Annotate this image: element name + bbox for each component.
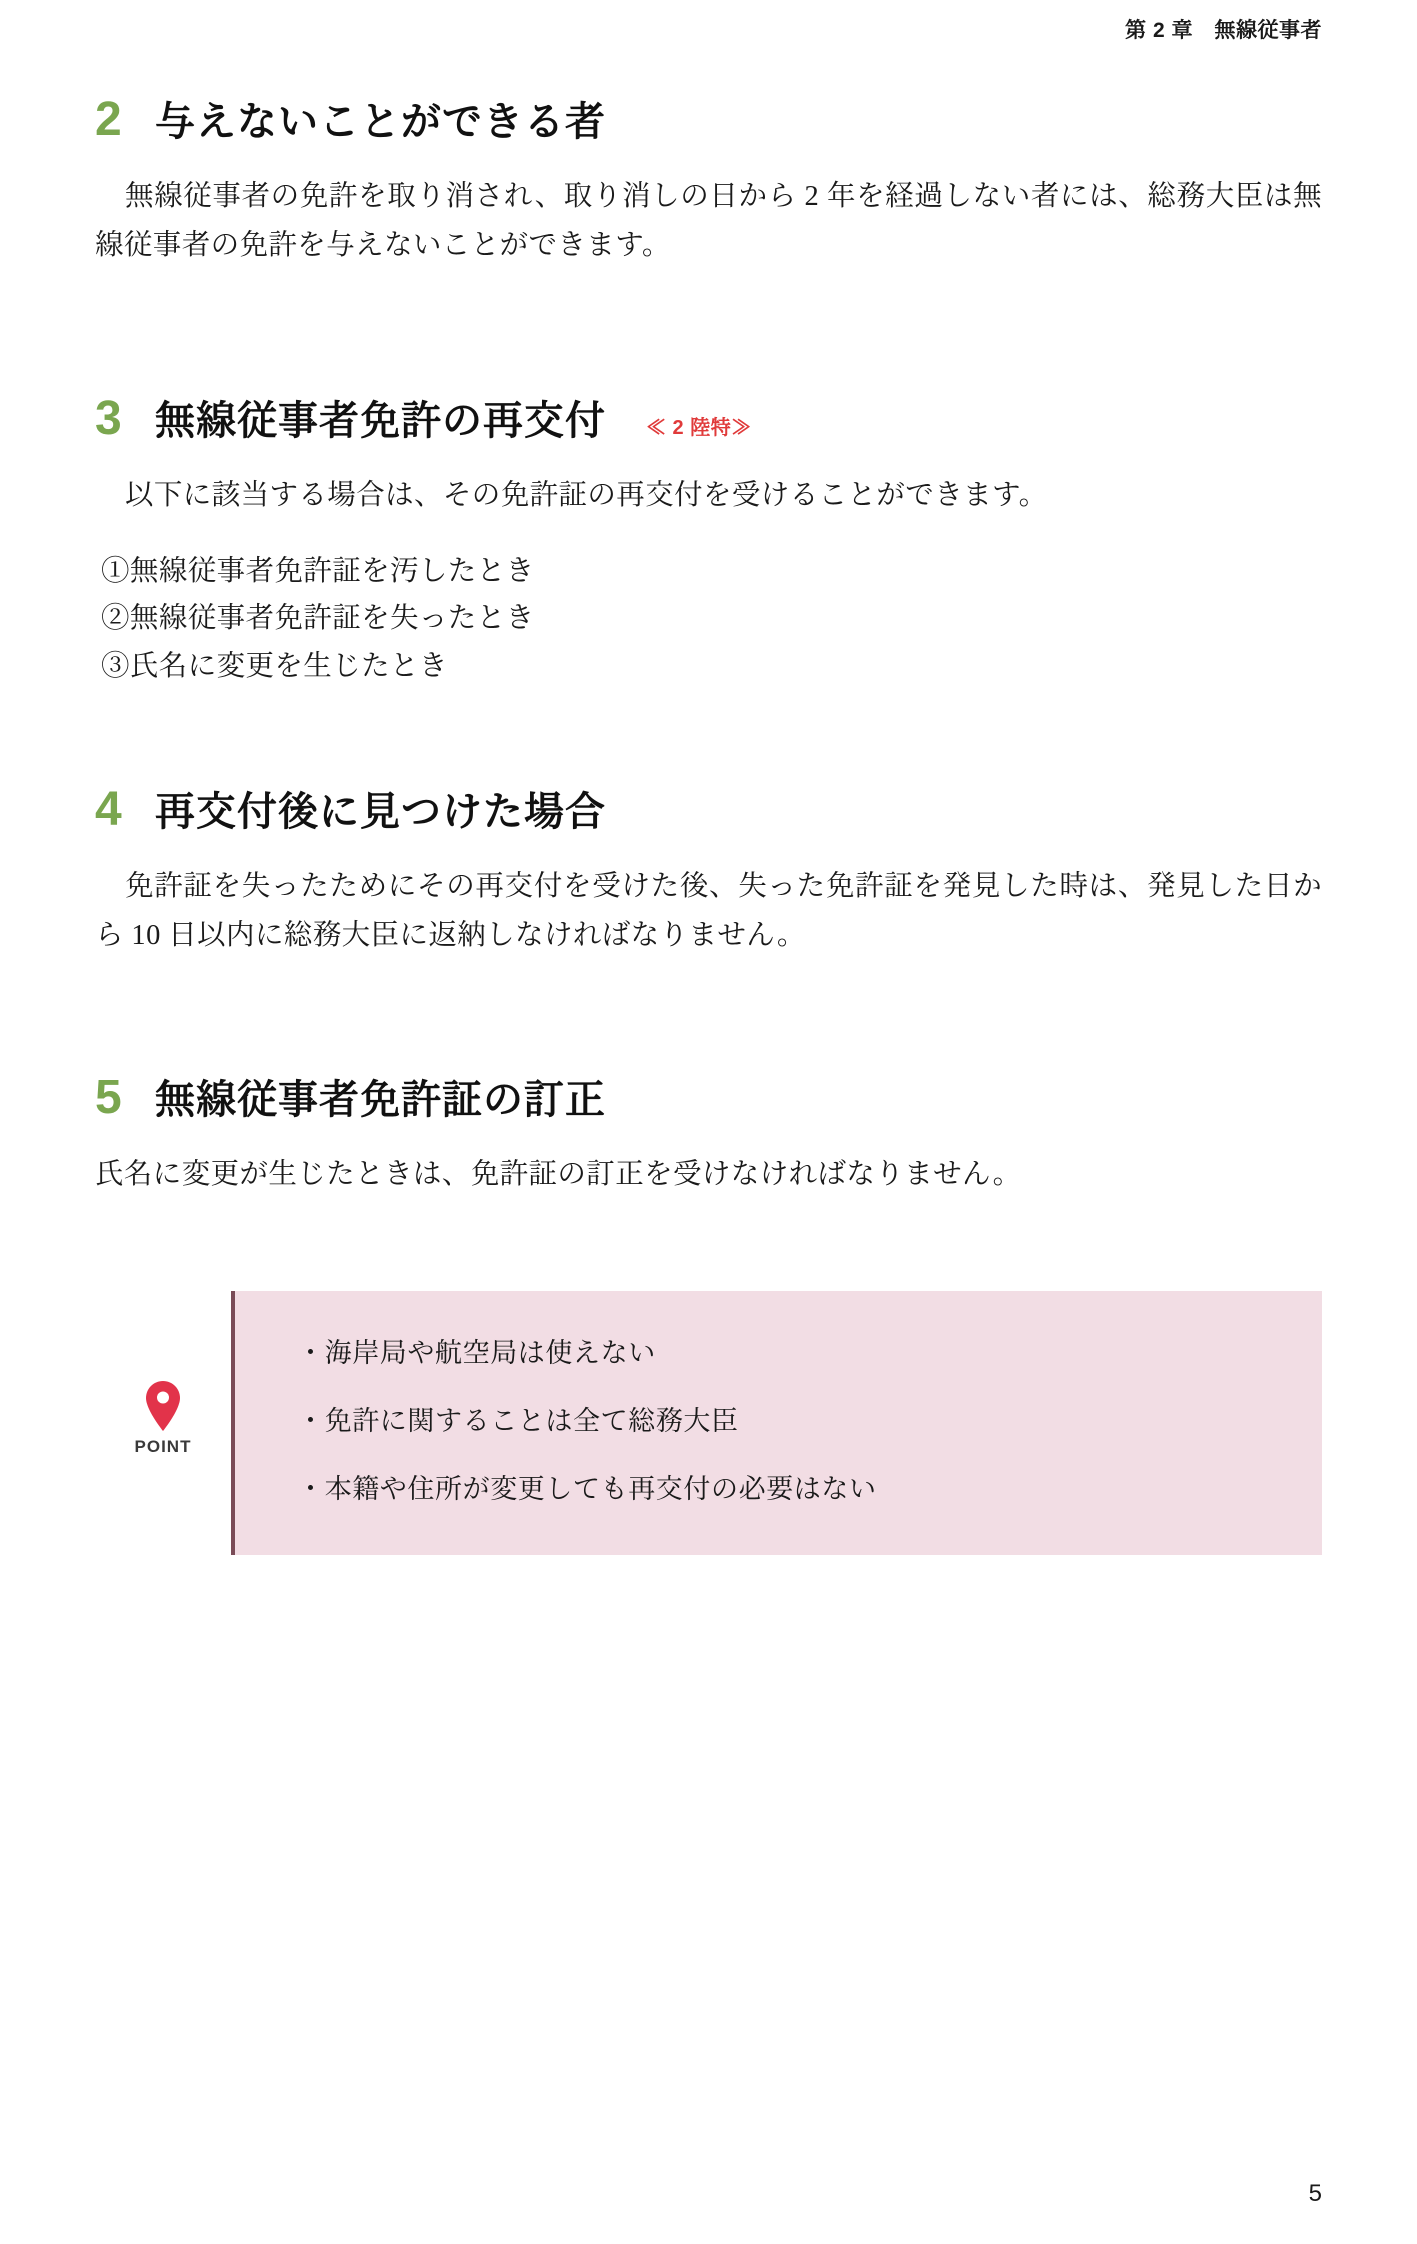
section-5-title: 無線従事者免許証の訂正 <box>155 1078 606 1123</box>
section-5-paragraph: 氏名に変更が生じたときは、免許証の訂正を受けなければなりません。 <box>95 1159 1022 1191</box>
point-line: ・海岸局や航空局は使えない <box>297 1338 656 1369</box>
point-callout <box>95 1291 1322 1554</box>
point-label: POINT <box>134 1437 192 1457</box>
section-3-list-item: ①無線従事者免許証を汚したとき <box>101 556 535 588</box>
section-3-paragraph: 以下に該当する場合は、その免許証の再交付を受けることができます。 <box>125 479 1048 511</box>
section-3-exam-tag: ≪ 2 陸特≫ <box>646 416 752 439</box>
section-3-heading <box>95 391 1322 445</box>
section-4-heading <box>95 782 1322 836</box>
section-3-list-item: ②無線従事者免許証を失ったとき <box>101 603 535 635</box>
section-3-list-item: ③氏名に変更を生じたとき <box>101 650 448 682</box>
section-5-heading <box>95 1071 1322 1125</box>
section-4-title: 再交付後に見つけた場合 <box>155 789 606 834</box>
point-box <box>231 1291 1322 1554</box>
spacer <box>95 690 1322 786</box>
section-5-number: 5 <box>95 1071 122 1125</box>
spacer <box>95 988 1322 1074</box>
running-header: 第 2 章 無線従事者 <box>1125 19 1322 42</box>
page-number: 5 <box>1308 2180 1322 2207</box>
section-2-title: 与えないことができる者 <box>155 100 606 144</box>
section-4-paragraph: 免許証を失ったためにその再交付を受けた後、失った免許証を発見した時は、発見した日から 10 日以内に総務大臣に返納しなければなりません。 <box>95 870 1322 951</box>
section-2-paragraph: 無線従事者の免許を取り消され、取り消しの日から 2 年を経過しない者には、総務大臣は無線従事者の免許を与えないことができます。 <box>95 181 1322 262</box>
section-2-heading <box>95 93 1322 146</box>
point-line: ・免許に関することは全て総務大臣 <box>297 1406 739 1437</box>
section-2-number: 2 <box>95 93 122 146</box>
spacer <box>95 299 1322 395</box>
point-line: ・本籍や住所が変更しても再交付の必要はない <box>297 1474 877 1505</box>
point-icon-group <box>95 1291 231 1554</box>
map-pin-icon <box>142 1379 184 1433</box>
section-5 <box>95 1071 1322 1199</box>
section-3-number: 3 <box>95 391 122 445</box>
section-3-title: 無線従事者免許の再交付 <box>155 398 606 443</box>
section-3 <box>95 391 1322 690</box>
section-4-number: 4 <box>95 782 122 836</box>
section-2 <box>95 0 1322 270</box>
section-4 <box>95 782 1322 960</box>
